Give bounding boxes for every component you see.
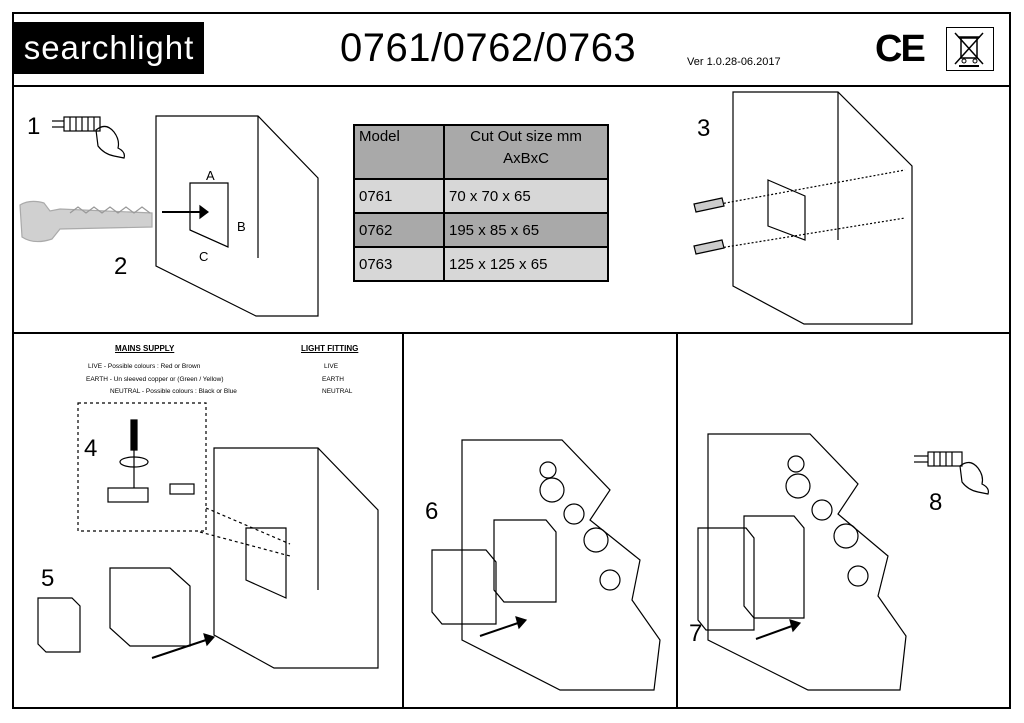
size-cell: 70 x 70 x 65 [444, 179, 608, 213]
arrow-icon [756, 620, 800, 639]
size-cell: 125 x 125 x 65 [444, 247, 608, 281]
brand-logo: searchlight [14, 22, 204, 74]
mains-supply-heading: MAINS SUPPLY [115, 344, 175, 353]
model-cell: 0761 [354, 179, 444, 213]
arrow-icon [480, 617, 526, 636]
ce-mark: CE [875, 28, 924, 70]
model-header: Model [354, 125, 444, 179]
step-5-label: 5 [41, 565, 55, 592]
size-cell: 195 x 85 x 65 [444, 213, 608, 247]
step-8-label: 8 [929, 489, 943, 516]
earth-terminal-label: EARTH [322, 376, 344, 383]
live-description: LIVE - Possible colours : Red or Brown [88, 363, 201, 370]
wall-box-diagram [720, 92, 912, 324]
terminal-block-icon [914, 452, 962, 466]
arrow-icon [162, 206, 208, 218]
step-6-label: 6 [425, 498, 439, 525]
size-header-line1: Cut Out size mm [470, 128, 582, 145]
screwdriver-connector-inset [78, 403, 206, 531]
wall-section-diagram [432, 440, 660, 690]
terminal-block-icon [52, 117, 100, 131]
neutral-terminal-label: NEUTRAL [322, 388, 353, 395]
step-3-label: 3 [697, 115, 711, 142]
step-7-label: 7 [689, 620, 703, 647]
dimension-a-label: A [206, 168, 215, 183]
step-2-label: 2 [114, 253, 128, 280]
wall-section-diagram [698, 434, 906, 690]
light-fitting-heading: LIGHT FITTING [301, 344, 359, 353]
model-cell: 0762 [354, 213, 444, 247]
wall-cutout-diagram [156, 116, 318, 316]
neutral-description: NEUTRAL - Possible colours : Black or Blue [110, 388, 237, 395]
saw-icon [20, 201, 152, 241]
dimension-b-label: B [237, 219, 246, 234]
live-terminal-label: LIVE [324, 363, 339, 370]
dimension-c-label: C [199, 249, 209, 264]
earth-description: EARTH - Un sleeved copper or (Green / Yellow) [86, 376, 224, 383]
wall-plug-icon [694, 198, 724, 254]
version-label: Ver 1.0.28-06.2017 [687, 56, 781, 68]
model-cell: 0763 [354, 247, 444, 281]
model-numbers-title: 0761/0762/0763 [340, 26, 637, 70]
step-4-label: 4 [84, 435, 98, 462]
size-header-line2: AxBxC [503, 150, 549, 167]
step-1-label: 1 [27, 113, 41, 140]
hand-icon [960, 462, 988, 494]
